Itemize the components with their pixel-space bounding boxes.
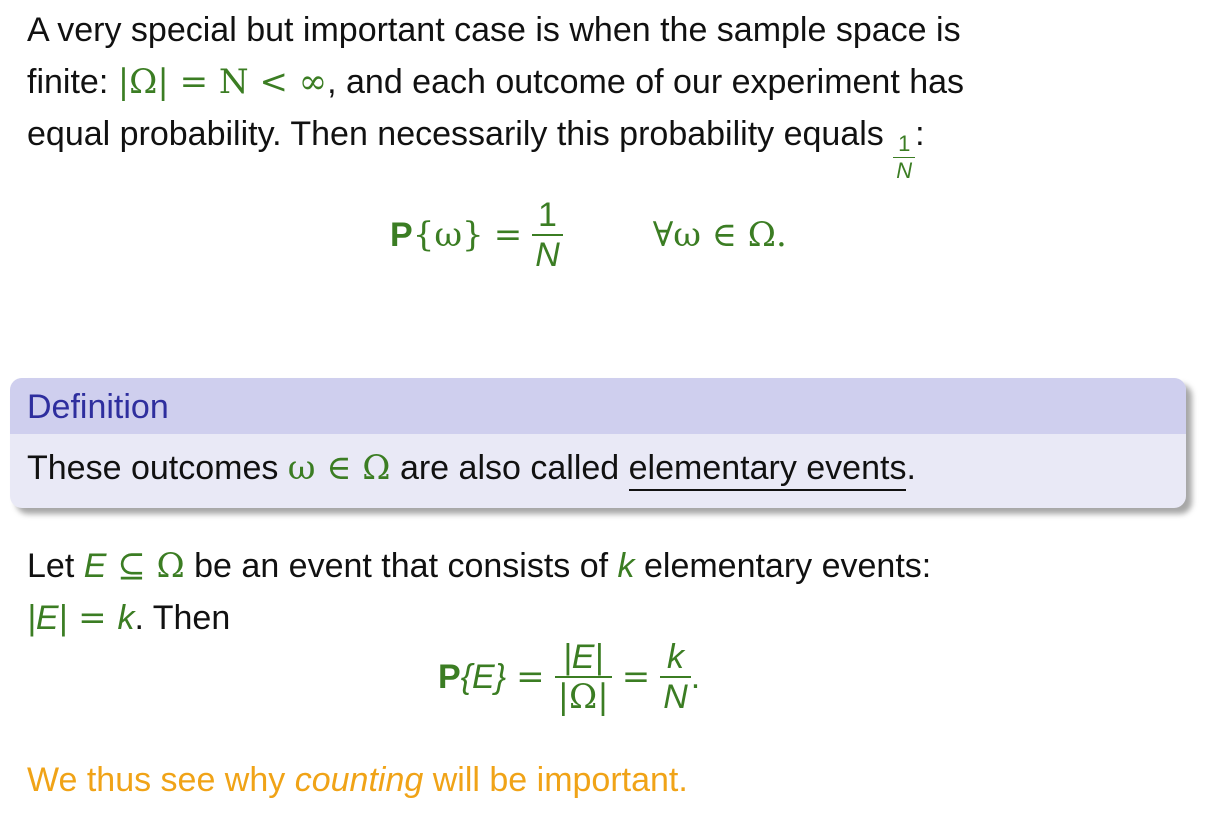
intro-line-3-start: equal probability. Then necessarily this probability equals <box>27 115 894 153</box>
k-over-n-fraction <box>660 640 691 714</box>
event-line-2 <box>27 592 931 644</box>
equals-sign-2: = <box>621 657 651 697</box>
k-symbol: k <box>617 547 635 585</box>
fraction-numerator: 1 <box>538 196 557 234</box>
display-fraction <box>532 198 563 272</box>
closing-emphasis: counting <box>294 761 424 799</box>
equation2-period: . <box>690 657 701 696</box>
intro-line-2-end: , and each outcome of our experiment has <box>327 63 965 101</box>
event-line-1 <box>27 540 931 592</box>
definition-body <box>10 434 1186 502</box>
intro-paragraph <box>27 4 964 182</box>
closing-remark <box>27 754 688 806</box>
prob-argument-2: {E} <box>460 657 507 696</box>
event-probability-equation <box>438 638 701 717</box>
intro-line-3 <box>27 108 964 182</box>
event-paragraph <box>27 540 931 644</box>
intro-line-3-end: : <box>915 115 925 153</box>
fraction2-denominator: N <box>660 676 691 714</box>
prob-argument: {ω} <box>412 215 484 255</box>
definition-body-start: These outcomes <box>27 449 288 487</box>
fraction1-numerator: |E| <box>562 638 604 676</box>
event-k: k <box>117 599 135 637</box>
inline-fraction <box>893 133 915 182</box>
event-line-1-middle: be an event that consists of <box>184 547 618 585</box>
event-line-2-end: . Then <box>134 599 231 637</box>
definition-term: elementary events <box>629 449 907 491</box>
cardinality-ratio-fraction <box>555 638 612 717</box>
definition-math: ω ∈ Ω <box>287 448 391 488</box>
uniform-probability-equation <box>390 198 787 272</box>
for-all-quantifier: ∀ω ∈ Ω. <box>652 215 787 255</box>
closing-end: will be important. <box>423 761 688 799</box>
definition-body-middle: are also called <box>390 449 629 487</box>
finite-cardinality-math: |Ω| = N < ∞ <box>117 62 328 102</box>
inline-fraction-denominator: N <box>893 157 915 182</box>
fraction-denominator: N <box>532 234 563 272</box>
intro-line-2 <box>27 56 964 108</box>
event-cardinality: |E| <box>27 599 68 637</box>
event-symbol: E <box>83 547 107 585</box>
event-line-1-start: Let <box>27 547 84 585</box>
intro-line-2-start: finite: <box>27 63 118 101</box>
definition-title: Definition <box>10 378 1186 434</box>
subset-math: ⊆ Ω <box>106 546 185 586</box>
definition-block <box>10 378 1186 508</box>
fraction1-denominator: |Ω| <box>555 676 612 714</box>
event-line-1-end: elementary events: <box>634 547 932 585</box>
equals-sign-1: = <box>516 657 545 697</box>
definition-body-end: . <box>906 449 916 487</box>
event-equals: = <box>67 598 118 638</box>
equals-sign: = <box>493 215 523 255</box>
intro-line-1: A very special but important case is when the sample space is <box>27 11 961 49</box>
fraction2-numerator: k <box>666 638 684 676</box>
prob-operator: P <box>390 215 413 254</box>
inline-fraction-numerator: 1 <box>898 131 911 156</box>
closing-start: We thus see why <box>27 761 295 799</box>
prob-operator-2: P <box>438 657 461 696</box>
